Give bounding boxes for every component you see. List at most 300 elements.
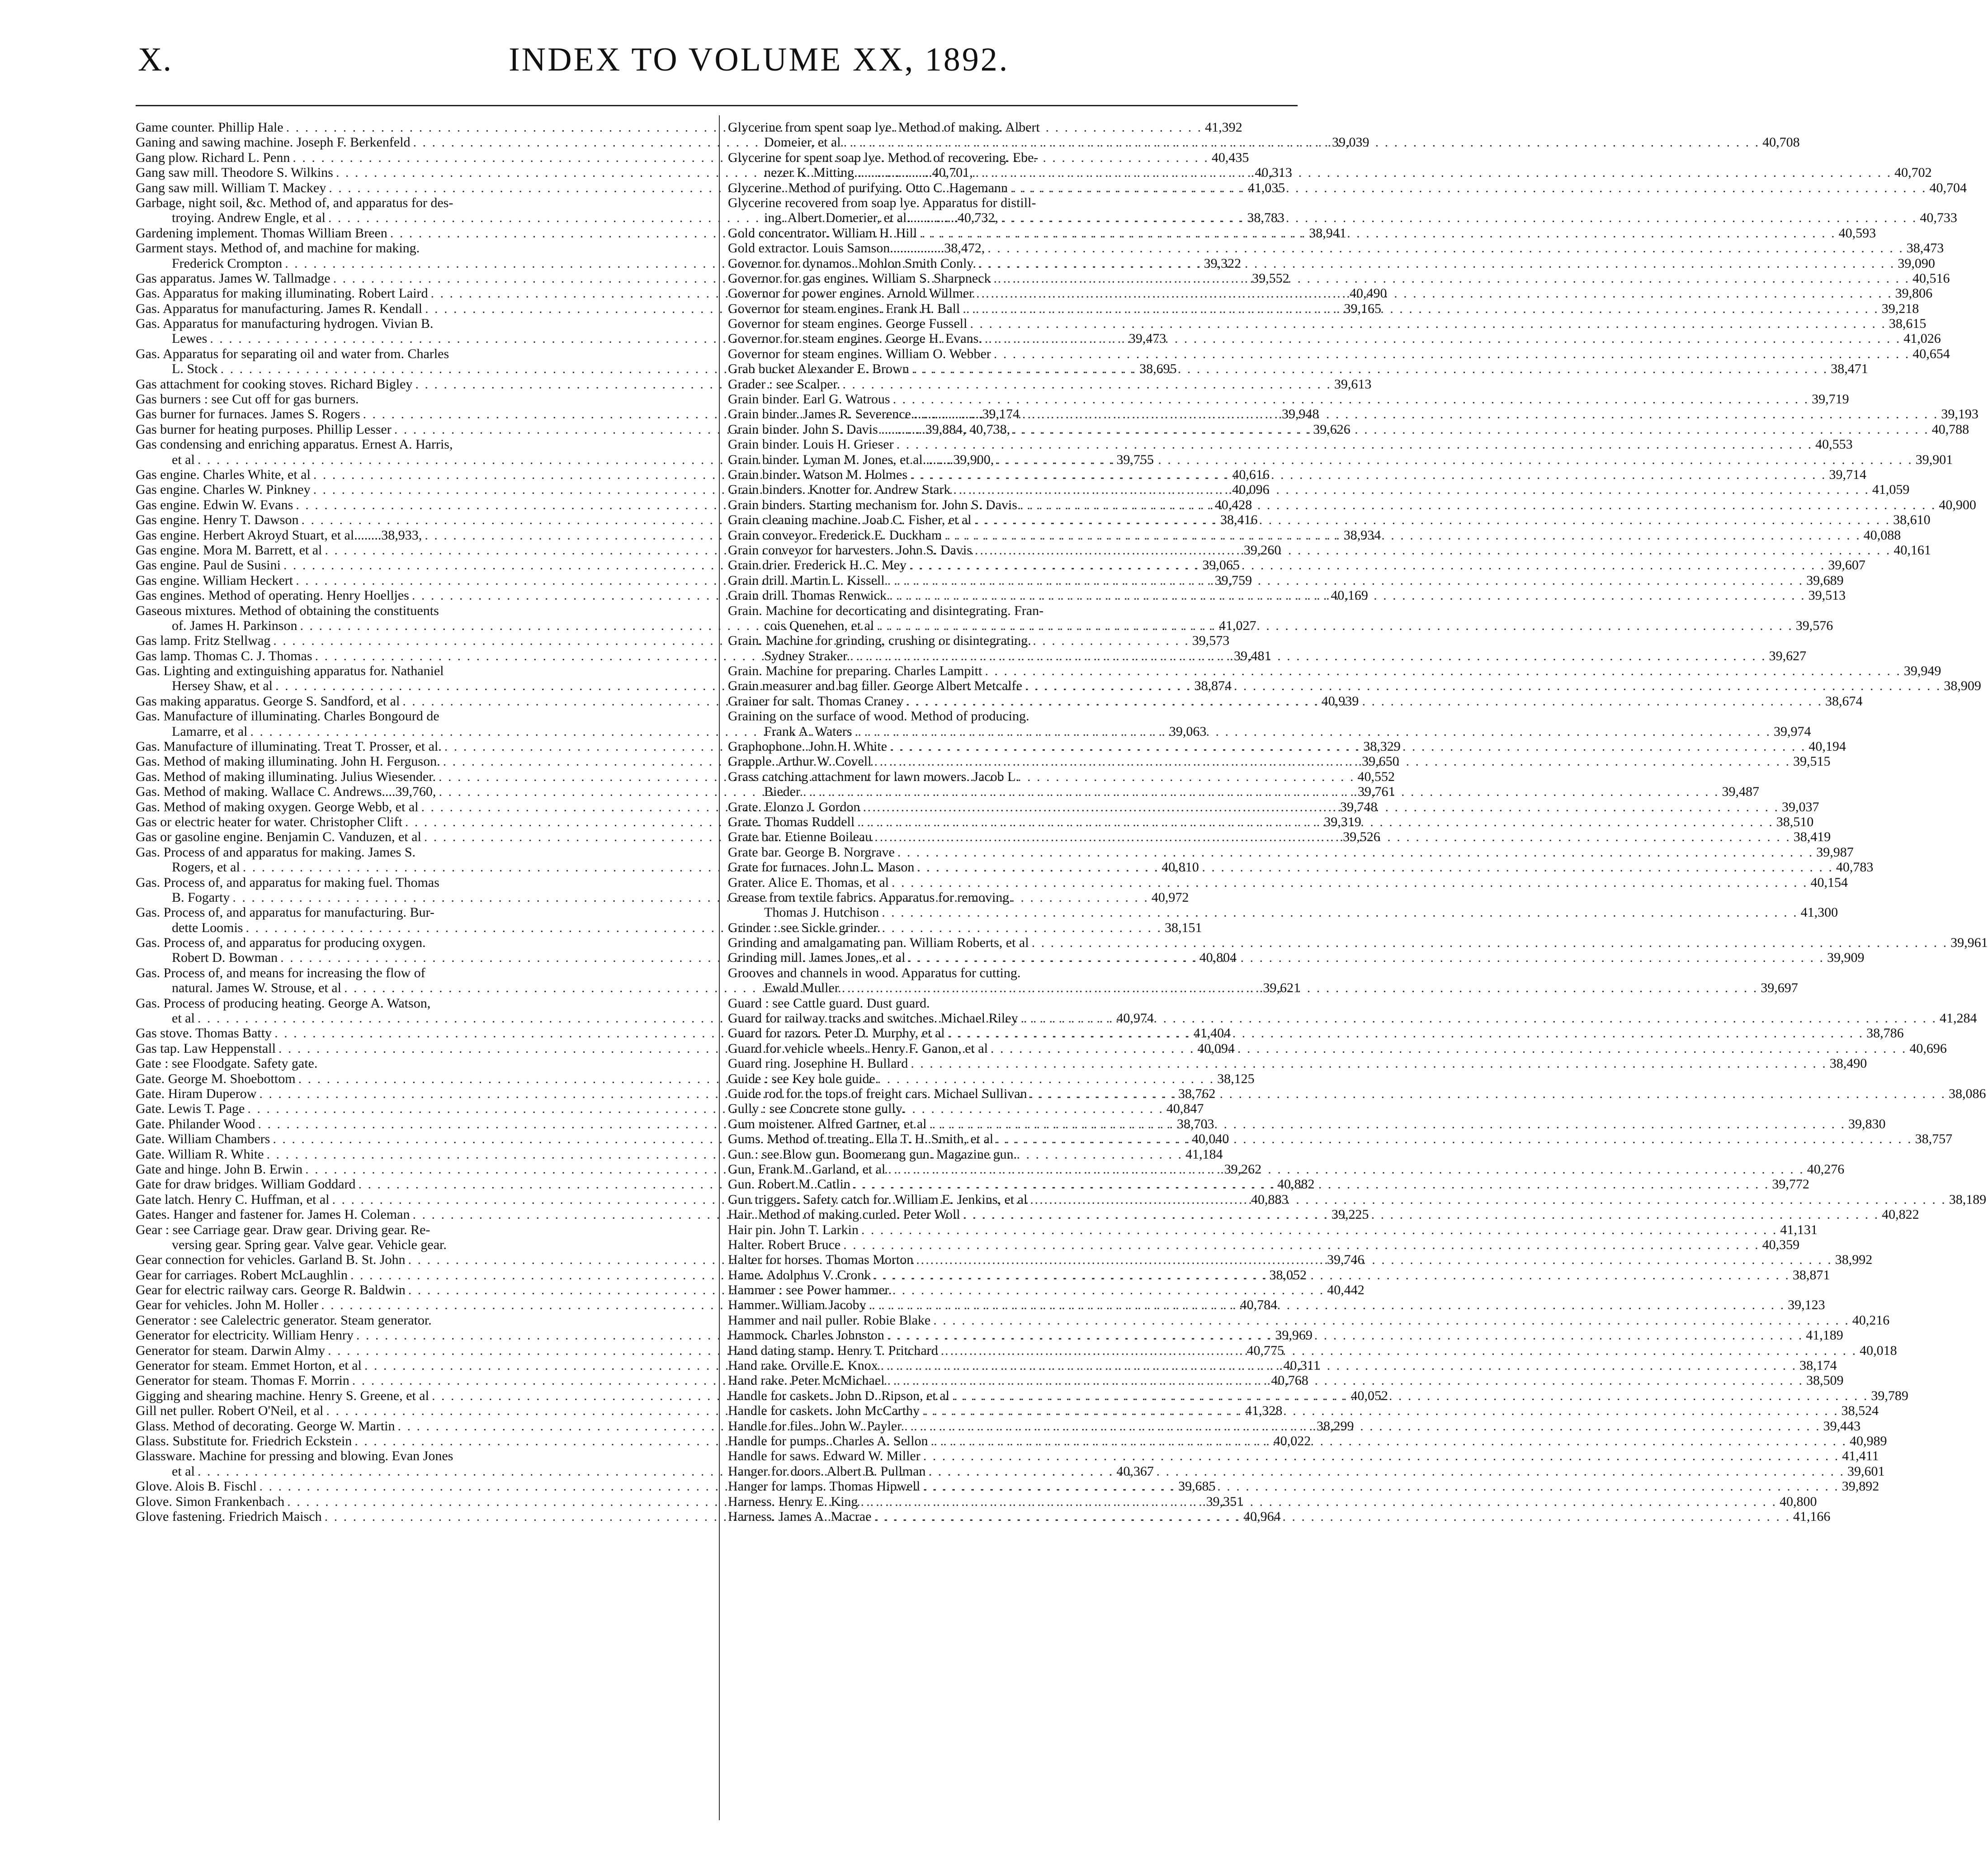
entry-line: [728, 890, 1298, 905]
entry-text: Glycerine for spent soap lye. Method of recovering. Ebe-: [728, 150, 1039, 165]
entry-line: [728, 633, 1298, 648]
entry-text: Hame. Adolphus V. Cronk: [728, 1267, 871, 1282]
entry-text: Gas. Apparatus for manufacturing. James R. Kendall: [136, 301, 422, 316]
patent-number: 40,428: [1214, 497, 1252, 512]
dot-leader: [874, 1268, 1790, 1282]
entry-line: [728, 1056, 1867, 1071]
entry-text: Hammer. William Jacoby: [728, 1297, 866, 1313]
entry-text: Gun : see Blow gun. Boomerang gun. Magazine gun.: [728, 1146, 1017, 1162]
entry-line: [728, 195, 1298, 210]
index-entry: [728, 1282, 1298, 1297]
entry-text: ing. Albert Domerier, et al...............40,732,: [764, 210, 998, 226]
dot-leader: [908, 950, 1824, 965]
entry-text: Gas engine. Charles W. Pinkney: [136, 482, 311, 497]
index-entry: [728, 1403, 1879, 1419]
entry-text: Gun triggers. Safety catch for. William E. Jenkins, et al: [728, 1192, 1028, 1207]
entry-text: Gully : see Concrete stone gully.: [728, 1101, 905, 1117]
entry-text: Gas. Process of, and means for increasing the flow of: [136, 965, 425, 980]
entry-line: [728, 1297, 1825, 1313]
patent-number: 39,621: [1263, 980, 1300, 996]
patent-number: 40,989: [1849, 1433, 1887, 1448]
dot-leader: [933, 1313, 1850, 1328]
entry-text: Gas engine. Herbert Akroyd Stuart, et al........38,933,: [136, 527, 422, 543]
patent-number: 39,573: [1192, 633, 1230, 648]
patent-number: 39,806: [1895, 286, 1933, 301]
entry-text: Gas tap. Law Heppenstall: [136, 1041, 276, 1056]
entry-text: Hammock. Charles Johnston: [728, 1328, 884, 1343]
entry-text: dette Loomis: [172, 920, 243, 935]
dot-leader: [863, 800, 1779, 814]
dot-leader: [888, 1373, 1804, 1388]
entry-line: [728, 542, 1931, 558]
entry-text: Handle for caskets. John McCarthy: [728, 1403, 920, 1419]
entry-text: Gear for electric railway cars. George R. Baldwin: [136, 1282, 406, 1298]
dot-leader: [963, 301, 1879, 316]
index-entry: [728, 1101, 1298, 1116]
entry-line: [728, 875, 1848, 890]
dot-leader: [991, 1041, 1907, 1056]
entry-text: Grain drier. Frederick H. C. Mey: [728, 558, 907, 573]
entry-text: Glove. Alois B. Fischl: [136, 1479, 257, 1494]
entry-line: [728, 1282, 1298, 1297]
entry-text: Gas engine. Charles White, et al: [136, 467, 311, 482]
patent-number: 40,052: [1351, 1388, 1388, 1403]
entry-line: [728, 1373, 1844, 1388]
patent-number: 39,714: [1829, 467, 1866, 482]
entry-line: [136, 1448, 656, 1463]
patent-number: 38,509: [1806, 1373, 1844, 1388]
index-entry: [728, 1192, 1987, 1207]
entry-text: Grate. Elonzo J. Gordon: [728, 799, 860, 814]
entry-line: [136, 346, 656, 361]
patent-number: 41,026: [1903, 331, 1941, 346]
entry-text: Frederick Crompton: [172, 256, 283, 271]
dot-leader: [861, 1222, 1778, 1237]
entry-text: Hair pin. John T. Larkin: [728, 1222, 859, 1237]
patent-number: 38,125: [1217, 1071, 1255, 1086]
entry-text: Gear connection for vehicles. Garland B. St. John: [136, 1252, 406, 1268]
patent-number: 40,516: [1912, 270, 1950, 286]
entry-text: Gas engine. William Heckert: [136, 573, 293, 588]
entry-text: Grain binder. Louis H. Grieser: [728, 437, 894, 452]
index-entry: [728, 935, 1988, 951]
dot-leader: [912, 361, 1828, 376]
entry-text: et al: [172, 1463, 195, 1479]
patent-number: 41,189: [1806, 1328, 1843, 1343]
dot-leader: [855, 724, 1771, 739]
entry-text: Hand rake. Orville E. Knox: [728, 1358, 878, 1373]
entry-text: Gas or electric heater for water. Christopher Clift: [136, 814, 402, 829]
dot-leader: [952, 1388, 1869, 1403]
patent-number: 38,174: [1799, 1358, 1837, 1373]
dot-leader: [874, 754, 1790, 769]
index-entry: [728, 1373, 1844, 1388]
entry-line: [728, 1192, 1987, 1207]
patent-number: 39,063: [1169, 724, 1207, 739]
dot-leader: [853, 1177, 1770, 1192]
dot-leader: [892, 875, 1808, 890]
patent-number: 40,654: [1912, 346, 1950, 361]
entry-line: [728, 573, 1844, 588]
entry-line: [728, 618, 1833, 633]
entry-text: of. James H. Parkinson: [172, 618, 297, 633]
entry-line: [136, 316, 656, 331]
entry-text: Gas burner for furnaces. James S. Rogers: [136, 407, 360, 422]
patent-number: 39,165: [1344, 301, 1381, 316]
entry-text: Glycerine recovered from soap lye. Apparatus for distill-: [728, 195, 1036, 210]
entry-text: Sydney Straker: [764, 648, 848, 663]
entry-text: Ewald Muller: [764, 980, 839, 996]
entry-line: [728, 920, 1298, 935]
index-entry: [728, 860, 1874, 875]
entry-text: Generator for steam. Thomas F. Morrin: [136, 1373, 349, 1388]
patent-number: 38,786: [1866, 1026, 1904, 1041]
entry-line: [728, 331, 1941, 346]
patent-number: 39,319: [1324, 814, 1361, 829]
entry-text: Grain binder. James R. Severence.....................39,174: [728, 407, 1020, 422]
patent-number: 41,035: [1247, 180, 1285, 195]
entry-text: Governor for power engines. Arnold Willmer: [728, 286, 974, 301]
index-entry: [728, 150, 1932, 180]
entry-text: Hammer and nail puller. Robie Blake: [728, 1312, 931, 1328]
entry-text: Gun, Frank M. Garland, et al: [728, 1161, 886, 1177]
entry-line: [136, 709, 656, 724]
entry-line: [728, 769, 1298, 784]
entry-text: Gas engines. Method of operating. Henry Hoelljes: [136, 588, 409, 603]
entry-line: [136, 392, 656, 407]
patent-number: 38,490: [1829, 1056, 1867, 1071]
entry-line: [728, 377, 1298, 392]
entry-text: Guide rod for the tops of freight cars. Michael Sullivan: [728, 1086, 1027, 1101]
index-entry: [728, 1011, 1977, 1026]
patent-number: 39,627: [1769, 648, 1807, 663]
entry-line: [728, 316, 1927, 331]
entry-line: [728, 1509, 1831, 1524]
entry-text: Grapple. Arthur W. Covell: [728, 754, 872, 769]
entry-text: Guard : see Cattle guard. Dust guard.: [728, 995, 930, 1011]
entry-text: Glove. Simon Frankenbach: [136, 1494, 285, 1509]
entry-line: [728, 1403, 1879, 1419]
entry-line: [728, 512, 1931, 528]
entry-line: [728, 996, 1298, 1011]
entry-text: Graphophone. John H. White: [728, 739, 887, 754]
entry-text: Gigging and shearing machine. Henry S. Greene, et al: [136, 1388, 429, 1403]
dot-leader: [975, 543, 1891, 558]
entry-line: [728, 1011, 1977, 1026]
patent-number: 38,471: [1831, 361, 1868, 377]
patent-number: 40,784: [1240, 1297, 1278, 1313]
entry-text: Domeier, et al: [764, 135, 841, 150]
entry-text: Guide : see Key hole guide.: [728, 1071, 879, 1086]
index-entry: [728, 1509, 1831, 1524]
entry-line: [728, 1071, 1298, 1086]
entry-text: Ganing and sawing machine. Joseph F. Berkenfeld: [136, 135, 411, 150]
entry-text: Gun. Robert M. Catlin: [728, 1177, 850, 1192]
index-entry: [728, 1131, 1953, 1147]
dot-leader: [888, 1162, 1804, 1177]
entry-text: Frank A. Waters: [764, 724, 852, 739]
index-entry: [728, 1161, 1845, 1177]
patent-number: 39,697: [1761, 980, 1798, 996]
dot-leader: [917, 860, 1833, 875]
entry-text: Grainer for salt. Thomas Craney: [728, 693, 904, 709]
entry-text: Gas. Process of producing heating. George A. Watson,: [136, 995, 431, 1011]
entry-line: [728, 452, 1953, 467]
dot-leader: [1030, 1086, 1946, 1101]
patent-number: 39,576: [1795, 618, 1833, 633]
entry-text: Guard ring. Josephine H. Bullard: [728, 1056, 908, 1071]
entry-text: Halter for horses. Thomas Morton: [728, 1252, 914, 1268]
patent-number: 39,260: [1243, 542, 1281, 558]
patent-number: 39,218: [1881, 301, 1919, 316]
entry-line: [728, 1161, 1845, 1177]
patent-number: 40,733: [1920, 210, 1957, 226]
entry-line: [136, 1313, 656, 1328]
dot-leader: [893, 392, 1809, 407]
dot-leader: [803, 784, 1719, 799]
patent-number: 39,949: [1903, 663, 1941, 679]
entry-text: Gang saw mill. William T. Mackey: [136, 180, 326, 195]
patent-number: 40,964: [1243, 1509, 1281, 1524]
entry-line: [728, 980, 1798, 996]
patent-number: 39,748: [1340, 799, 1378, 814]
index-entry: [728, 844, 1854, 860]
entry-text: Glycerine from spent soap lye. Method of making. Albert: [728, 120, 1040, 135]
entry-text: Hersey Shaw, et al: [172, 678, 273, 694]
dot-leader: [877, 618, 1793, 633]
entry-line: [136, 241, 656, 256]
index-entry: [728, 1177, 1809, 1192]
index-entry: [728, 573, 1844, 588]
entry-text: Gas or gasoline engine. Benjamin C. Vanduzen, et al: [136, 829, 421, 845]
entry-line: [728, 1026, 1904, 1041]
entry-line: [728, 603, 1298, 618]
entry-text: Gear for carriages. Robert McLaughlin: [136, 1267, 348, 1282]
dot-leader: [874, 829, 1791, 844]
dot-leader: [1013, 422, 1929, 437]
entry-text: Grate for furnaces. John L. Mason: [728, 860, 915, 875]
dot-leader: [979, 256, 1895, 271]
entry-text: Glass. Substitute for. Friedrich Eckstein: [136, 1433, 352, 1448]
dot-leader: [1025, 678, 1941, 693]
entry-text: Grain binders. Starting mechanism for. John S. Davis: [728, 497, 1017, 512]
entry-text: Grain measurer and bag filler. George Albert Metcalfe: [728, 678, 1022, 694]
entry-text: Gas engine. Paul de Susini: [136, 558, 281, 573]
entry-text: Hair. Method of making curled. Peter Woll: [728, 1207, 960, 1222]
entry-text: Governor for steam engines. George H. Evans.: [728, 331, 982, 346]
entry-line: [728, 150, 1298, 165]
patent-number: 40,088: [1863, 527, 1901, 543]
entry-text: Gas. Process of, and apparatus for making fuel. Thomas: [136, 875, 439, 890]
patent-number: 41,059: [1872, 482, 1910, 497]
patent-number: 41,328: [1245, 1403, 1283, 1419]
entry-text: Hand dating stamp. Henry T. Pritchard: [728, 1343, 938, 1358]
entry-line: [136, 905, 656, 920]
patent-number: 39,481: [1234, 648, 1271, 663]
entry-line: [136, 875, 656, 890]
patent-number: 39,689: [1806, 573, 1844, 588]
patent-number: 40,276: [1807, 1161, 1845, 1177]
entry-text: Grater. Alice E. Thomas, et al: [728, 875, 889, 890]
entry-text: Handle for saws. Edward W. Miller: [728, 1448, 921, 1464]
index-entry: [728, 1222, 1818, 1237]
entry-text: Gate latch. Henry C. Huffman, et al: [136, 1192, 330, 1207]
entry-text: Grain drill. Thomas Renwick: [728, 588, 887, 603]
entry-text: et al: [172, 452, 195, 467]
dot-leader: [985, 663, 1901, 678]
index-entry: [728, 1267, 1830, 1282]
entry-text: Game counter. Phillip Hale: [136, 120, 283, 135]
entry-line: [728, 392, 1849, 407]
index-entry: [728, 1494, 1817, 1509]
patent-number: 40,974: [1116, 1011, 1154, 1026]
entry-text: Gas. Method of making illuminating. Julius Wiesender.: [136, 769, 436, 784]
entry-text: Gas burners : see Cut off for gas burners.: [136, 392, 359, 407]
entry-text: Gas. Apparatus for manufacturing hydrogen. Vivian B.: [136, 316, 434, 331]
index-entry: [728, 950, 1865, 965]
index-entry: [728, 392, 1849, 407]
patent-number: 39,513: [1808, 588, 1846, 603]
patent-number: 41,411: [1842, 1448, 1879, 1464]
index-entry: [728, 542, 1931, 558]
patent-number: 38,695: [1139, 361, 1177, 377]
entry-line: [136, 195, 656, 210]
entry-line: [728, 860, 1874, 875]
entry-text: Governor for gas engines. William S. Sharpneck: [728, 270, 991, 286]
patent-number: 40,216: [1852, 1312, 1890, 1328]
patent-number: 39,552: [1252, 270, 1289, 286]
dot-leader: [860, 1494, 1777, 1509]
index-entry: [728, 1448, 1879, 1464]
dot-leader: [874, 1509, 1790, 1524]
index-entry: [728, 346, 1950, 361]
entry-text: Gas engine. Edwin W. Evans: [136, 497, 293, 512]
dot-leader: [953, 482, 1870, 497]
entry-line: [728, 1463, 1885, 1479]
dot-leader: [974, 512, 1891, 527]
patent-number: 39,987: [1816, 844, 1854, 860]
entry-text: Gang saw mill. Theodore S. Wilkins: [136, 165, 333, 180]
entry-text: Robert D. Bowman: [172, 950, 278, 965]
entry-text: Grate. Thomas Ruddell: [728, 814, 855, 829]
entry-text: L. Stock: [172, 361, 218, 377]
entry-line: [136, 1237, 656, 1252]
entry-text: Gang plow. Richard L. Penn: [136, 150, 290, 165]
entry-line: [728, 1222, 1818, 1237]
entry-line: [728, 241, 1944, 256]
dot-leader: [1011, 180, 1927, 195]
index-entry: [728, 331, 1941, 346]
patent-number: 40,616: [1232, 467, 1270, 482]
entry-text: Generator for steam. Darwin Almy: [136, 1343, 326, 1358]
entry-line: [728, 1147, 1298, 1162]
patent-number: 41,131: [1780, 1222, 1818, 1237]
patent-number: 40,154: [1810, 875, 1848, 890]
index-entry: [728, 1026, 1904, 1041]
patent-number: 40,553: [1815, 437, 1853, 452]
patent-number: 41,392: [1205, 120, 1242, 135]
entry-text: Graining on the surface of wood. Method of producing.: [728, 709, 1029, 724]
index-entry: [728, 603, 1833, 634]
patent-number: 38,189: [1949, 1192, 1987, 1207]
patent-number: 39,322: [1204, 256, 1242, 271]
entry-text: Lamarre, et al: [172, 724, 248, 739]
patent-number: 39,789: [1871, 1388, 1908, 1403]
entry-text: Generator for steam. Emmet Horton, et al: [136, 1358, 362, 1373]
entry-text: Gum moistener. Alfred Gartner, et al: [728, 1116, 927, 1131]
entry-line: [728, 1177, 1809, 1192]
dot-leader: [928, 1464, 1845, 1479]
entry-text: Gate. William R. White: [136, 1146, 264, 1162]
entry-text: Grain binders. Knotter for. Andrew Stark: [728, 482, 951, 497]
dot-leader: [1032, 935, 1948, 950]
entry-text: Garbage, night soil, &c. Method of, and apparatus for des-: [136, 195, 453, 210]
entry-text: Harness. Henry E. King: [728, 1494, 858, 1509]
patent-number: 39,607: [1828, 558, 1865, 573]
patent-number: 39,761: [1357, 784, 1395, 800]
patent-number: 39,039: [1332, 135, 1369, 150]
entry-text: Grader : see Scalper.: [728, 376, 841, 392]
index-entry: [728, 1463, 1885, 1479]
entry-text: Harness. James A. Macrae: [728, 1509, 872, 1524]
patent-number: 40,702: [1894, 165, 1932, 180]
patent-number: 38,762: [1178, 1086, 1216, 1101]
dot-leader: [916, 1252, 1832, 1267]
index-entry: [728, 678, 1981, 694]
entry-line: [728, 965, 1298, 980]
entry-text: Grab bucket Alexander E. Brown: [728, 361, 909, 377]
entry-text: Gate. Lewis T. Page: [136, 1101, 245, 1117]
patent-number: 40,022: [1273, 1433, 1311, 1448]
index-entry: [728, 920, 1298, 935]
patent-number: 39,090: [1898, 256, 1935, 271]
patent-number: 39,755: [1116, 452, 1154, 467]
entry-line: [136, 1056, 656, 1071]
index-entry: [728, 996, 1298, 1011]
patent-number: 40,847: [1166, 1101, 1204, 1117]
entry-line: [728, 467, 1866, 482]
entry-text: Glassware. Machine for pressing and blowing. Evan Jones: [136, 1448, 453, 1464]
entry-line: [728, 497, 1976, 512]
entry-text: Grain conveyor. Frederick E. Duckham: [728, 527, 942, 543]
entry-text: B. Fogarty: [172, 890, 230, 905]
entry-text: natural. James W. Strouse, et al: [172, 980, 341, 996]
entry-text: Guard for vehicle wheels. Henry F. Ganon, et al: [728, 1041, 988, 1056]
entry-line: [728, 724, 1811, 739]
index-entry: [728, 256, 1935, 271]
patent-number: 38,941: [1309, 225, 1346, 241]
patent-number: 40,882: [1277, 1177, 1315, 1192]
patent-number: 39,473: [1129, 331, 1166, 346]
patent-number: 39,961: [1950, 935, 1988, 951]
dot-leader: [897, 845, 1814, 860]
entry-text: Gate : see Floodgate. Safety gate.: [136, 1056, 318, 1071]
index-entry: [728, 1433, 1887, 1448]
dot-leader: [993, 271, 1910, 286]
patent-number: 39,065: [1202, 558, 1240, 573]
entry-text: Gas engine. Henry T. Dawson: [136, 512, 299, 528]
entry-text: Grain cleaning machine. Joab C. Fisher, et al: [728, 512, 972, 528]
patent-number: 38,419: [1793, 829, 1831, 845]
entry-line: [728, 905, 1838, 920]
patent-number: 39,225: [1331, 1207, 1369, 1222]
dot-leader: [996, 1131, 1912, 1146]
entry-text: Gas lamp. Fritz Stellwag: [136, 633, 271, 648]
index-entry: [728, 270, 1950, 286]
entry-text: Gate. Philander Wood: [136, 1116, 255, 1131]
entry-line: [728, 270, 1950, 286]
dot-leader: [944, 528, 1861, 543]
